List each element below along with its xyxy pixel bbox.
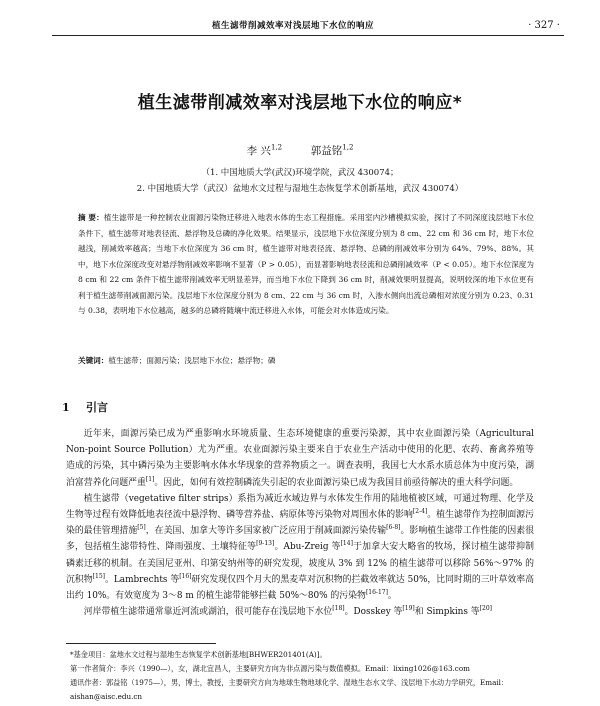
citation: [16-17] bbox=[365, 589, 388, 597]
keywords-label: 关键词： bbox=[78, 356, 109, 365]
citation: [1] bbox=[145, 475, 155, 483]
paragraph: 河岸带植生滤带通常靠近河流或湖泊，很可能存在浅层地下水位[18]。Dosskey 等[19]和 Simpkins 等[20] bbox=[83, 605, 492, 618]
citation: [6-8] bbox=[386, 524, 401, 532]
footnotes bbox=[70, 648, 530, 704]
citation: [9-13] bbox=[256, 540, 275, 548]
section-heading bbox=[62, 399, 108, 415]
paragraph: 植生滤带（vegetative filter strips）系指为减近水域边界与水体发生作用的陆地植被区域，可通过物理、化学及生物等过程有效降低地表径流中悬浮物、磷等营养盐、病原体等污染物对周围水体的影响[2-4]。植生滤带作为控制面源污染的最佳管理措施[5]，在美国、加拿大等许多国家被广泛应用于削减面源污染传输[6-8]。影响植生滤带工作性能的因素很多，包括植生滤带特性、降雨强度、土壤特征等[9-13]。Abu-Zreig 等[14]于加拿大安大略省的牧场，探讨植生滤带抑制磷素迁移的机制。在美国尼亚州、印第安纳州等的研究发现，坡度从 3% 到 12% 的植生滤带可以移除 56%～97% 的沉积物[15]。Lambrechts 等[16]研究发现仅四个月大的黑麦草对沉积物的拦截效率就达 50%，比同时期的三叶草效率高出约 10%。有效宽度为 3～8 m 的植生滤带能够拦截 50%～80% 的污染物[16-17]。 bbox=[66, 493, 535, 602]
citation: [19] bbox=[402, 605, 415, 613]
paper-title: 植生滤带削减效率对浅层地下水位的响应* bbox=[137, 93, 463, 113]
body-text bbox=[66, 426, 534, 620]
affiliation-1: （1. 中国地质大学(武汉)环境学院，武汉 430074； bbox=[201, 168, 399, 178]
abstract-text: 植生滤带是一种控制农业面源污染物迁移进入地表水体的生态工程措施。采用室内沙槽模拟实验，探讨了不同深度浅层地下水位条件下，植生滤带对地表径流、悬浮物及总磷的净化效果。结果显示，浅层地下水位深度分别为 8 cm、22 cm 和 36 cm 时，地下水位越浅，削减效率越高；当地下水位深度为 36 cm 时，植生滤带对地表径流、悬浮物、总磷的削减效率分别为 64%、79%、88%。其中，地下水位深度改变对悬浮物削减效率影响不显著（P > 0.05），而显著影响地表径流和总磷削减效率（P < 0.05）。地下水位深度为 8 cm 和 22 cm 条件下植生滤带削减效率无明显差异，而当地下水位下降到 36 cm 时，削减效果明显提高，说明较深的地下水位更有利于植生滤带削减面源污染。浅层地下水位深度分别为 8 cm、22 cm 与 36 cm 时，入渗水侧向出流总磷相对浓度分别为 0.23、0.31 与 0.38，表明地下水位越高，越多的总磷将随壤中流迁移进入水体，可能会对水体造成污染。 bbox=[78, 213, 534, 315]
author-2: 郭益铭 bbox=[310, 145, 343, 157]
citation: [18] bbox=[332, 605, 345, 613]
keywords-text: 植生滤带；面源污染；浅层地下水位；悬浮物；磷 bbox=[108, 356, 276, 365]
section-title: 引言 bbox=[86, 401, 108, 414]
abstract-label: 摘 要： bbox=[78, 213, 104, 222]
citation: [20] bbox=[479, 605, 492, 613]
author-1: 李 兴 bbox=[246, 145, 271, 157]
citation: [2-4] bbox=[412, 508, 428, 516]
affiliation-2: 2. 中国地质大学（武汉）盆地水文过程与湿地生态恢复学术创新基地，武汉 430074） bbox=[136, 184, 464, 194]
paragraph: 近年来，面源污染已成为严重影响水环境质量、生态环境健康的重要污染源，其中农业面源污染（Agricultural Non-point Source Pollution）尤为严重。农业面源污染主要来自于农业生产活动中使用的化肥、农药、畜禽养殖等造成的污染，其中磷污染为主要影响水体水华现象的营养物质之一。调查表明，我国七大水系水质总体为中度污染，湖泊富营养化问题严重[1]。因此，如何有效控制磷流失引起的农业面源污染已成为我国目前亟待解决的重大科学问题。 bbox=[66, 429, 534, 488]
abstract bbox=[78, 210, 534, 319]
running-head-title: 植生滤带削减效率对浅层地下水位的响应 bbox=[212, 21, 375, 31]
page-number: · 327 · bbox=[528, 20, 560, 31]
author-2-affil: 1,2 bbox=[342, 143, 354, 152]
author-1-affil: 1,2 bbox=[270, 143, 283, 152]
running-head bbox=[52, 19, 564, 36]
footnote-email: aishan@aisc.edu.cn bbox=[70, 692, 143, 701]
footnote-corresponding-author: 通讯作者：郭益铭（1975—），男，博士，教授，主要研究方向为地球生物地球化学、湿地生态水文学、浅层地下水动力学研究，Email： bbox=[70, 678, 509, 687]
footnote-first-author: 第一作者简介：李兴（1990—），女，湖北宜昌人，主要研究方向为非点源污染与数值模拟。Email：lixing1026@163.com bbox=[70, 664, 470, 673]
citation: [16] bbox=[179, 572, 192, 580]
citation: [14] bbox=[340, 540, 353, 548]
footnote-rule bbox=[66, 643, 216, 644]
citation: [15] bbox=[92, 572, 105, 580]
authors bbox=[0, 143, 600, 158]
footnote-funding: *基金项目：盆地水文过程与湿地生态恢复学术创新基地[BHWER201401(A)]。 bbox=[70, 650, 327, 659]
section-number: 1 bbox=[62, 401, 70, 414]
keywords bbox=[78, 355, 534, 367]
citation: [5] bbox=[137, 524, 146, 532]
